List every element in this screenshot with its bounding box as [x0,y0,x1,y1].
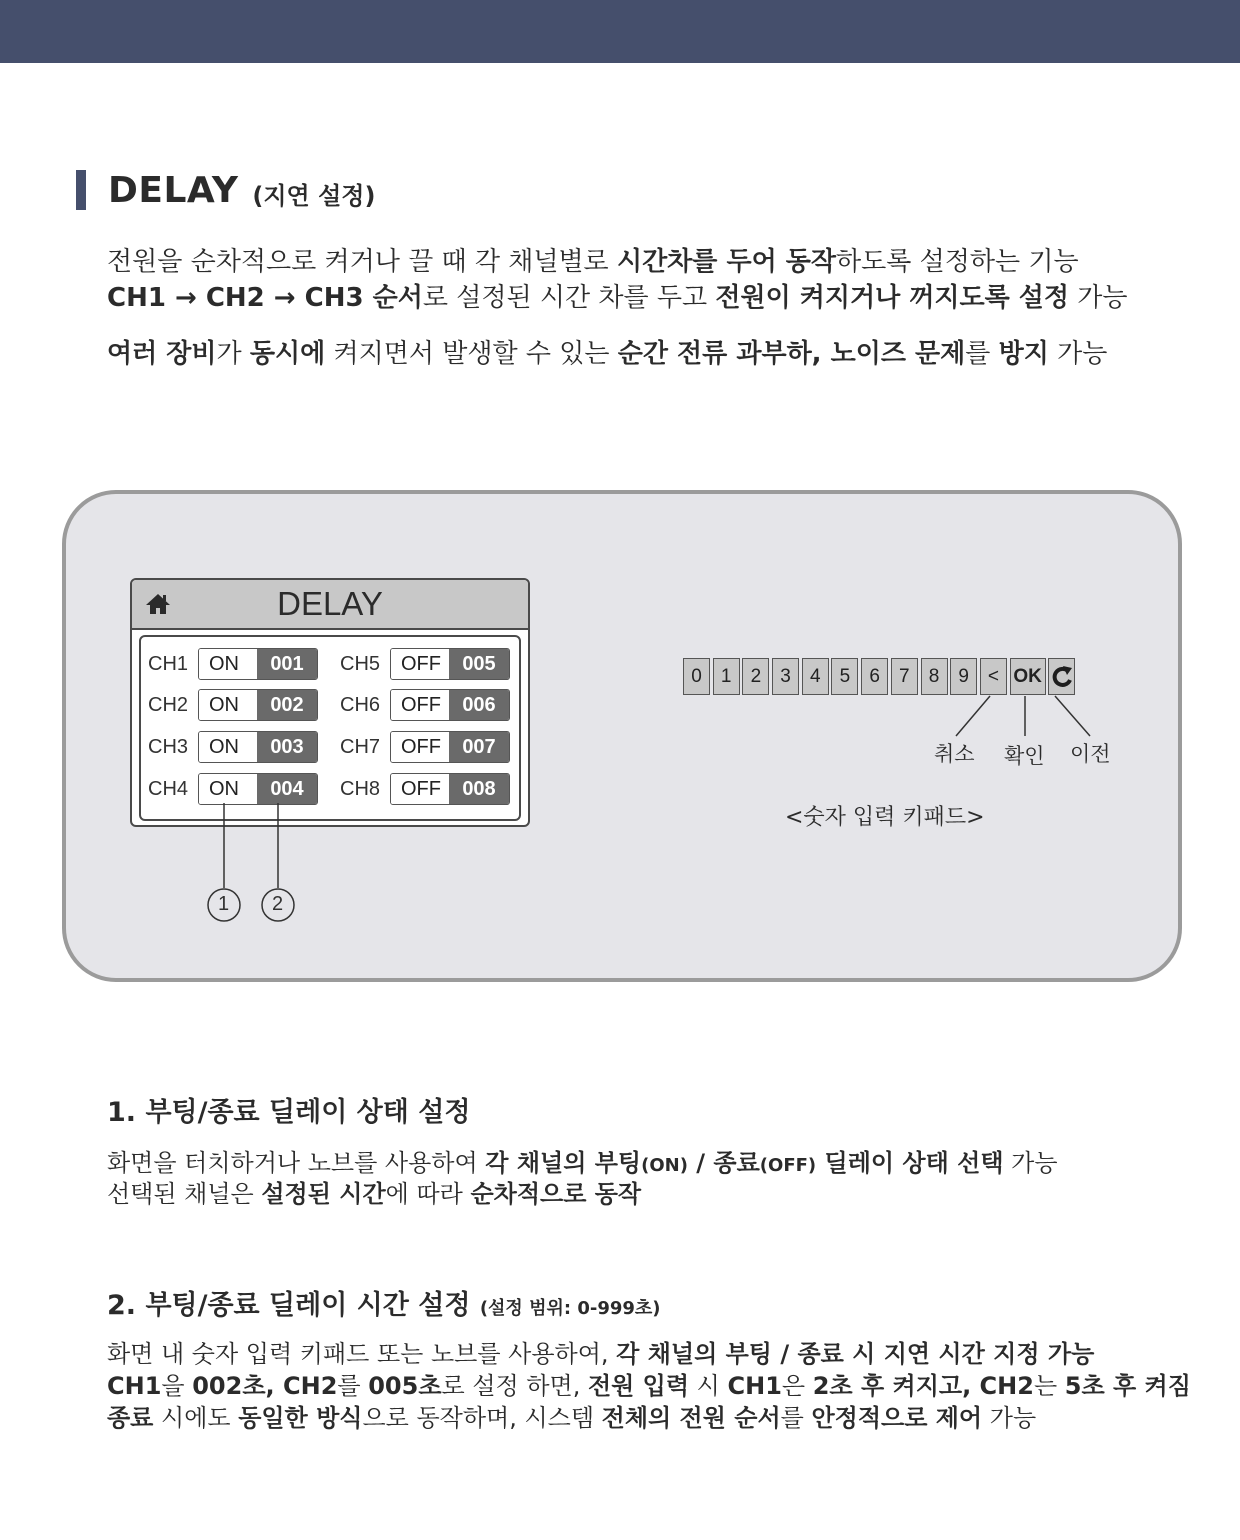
callout-number-2: 2 [272,893,284,915]
channel-delay-time[interactable]: 005 [449,649,509,679]
channel-label: CH7 [340,735,381,758]
key-undo[interactable] [1048,658,1075,695]
key-cancel[interactable]: < [980,658,1007,695]
channel-delay-time[interactable]: 001 [257,649,317,679]
key-5[interactable]: 5 [831,658,858,695]
item1-heading: 1. 부팅/종료 딜레이 상태 설정 [107,1097,471,1128]
key-0[interactable]: 0 [683,658,710,695]
key-7[interactable]: 7 [891,658,918,695]
intro-line-3: 여러 장비가 동시에 켜지면서 발생할 수 있는 순간 전류 과부하, 노이즈 문제를 방지 가능 [107,339,1108,369]
key-1[interactable]: 1 [713,658,740,695]
section-title: DELAY [108,169,239,211]
channel-label: CH8 [340,777,381,800]
channel-label: CH1 [148,652,189,675]
key-6[interactable]: 6 [861,658,888,695]
callout-number-1: 1 [218,893,230,915]
numeric-keypad [683,658,1078,695]
channel-delay-time[interactable]: 008 [449,774,509,804]
channel-state-toggle[interactable]: ON [199,649,257,679]
keypad-caption: <숫자 입력 키패드> [785,805,985,830]
key-8[interactable]: 8 [921,658,948,695]
key-3[interactable]: 3 [772,658,799,695]
channel-label: CH3 [148,735,189,758]
channel-label: CH4 [148,777,189,800]
intro-line-2: CH1 → CH2 → CH3 순서로 설정된 시간 차를 두고 전원이 켜지거나 꺼지도록 설정 가능 [107,283,1128,313]
item2-line-2: CH1을 002초, CH2를 005초로 설정 하면, 전원 입력 시 CH1은 2초 후 켜지고, CH2는 5초 후 켜짐 [107,1372,1191,1400]
channel-delay-time[interactable]: 003 [257,732,317,762]
confirm-label: 확인 [1004,744,1045,768]
key-4[interactable]: 4 [802,658,829,695]
section-subtitle: (지연 설정) [252,181,376,210]
key-ok[interactable]: OK [1010,658,1046,695]
intro-line-1: 전원을 순차적으로 켜거나 끌 때 각 채널별로 시간차를 두어 동작하도록 설정하는 기능 [107,247,1079,277]
delay-screen-title: DELAY [277,585,383,622]
channel-label: CH2 [148,693,189,716]
previous-label: 이전 [1070,742,1111,766]
channel-state-toggle[interactable]: OFF [391,774,449,804]
channel-delay-time[interactable]: 004 [257,774,317,804]
channel-state-toggle[interactable]: ON [199,774,257,804]
item2-line-1: 화면 내 숫자 입력 키패드 또는 노브를 사용하여, 각 채널의 부팅 / 종료 시 지연 시간 지정 가능 [107,1340,1095,1368]
channel-label: CH6 [340,693,381,716]
channel-state-toggle[interactable]: OFF [391,649,449,679]
channel-delay-time[interactable]: 002 [257,690,317,720]
channel-label: CH5 [340,652,381,675]
channel-state-toggle[interactable]: ON [199,690,257,720]
item1-line-2: 선택된 채널은 설정된 시간에 따라 순차적으로 동작 [107,1180,642,1208]
cancel-label: 취소 [934,742,975,766]
channel-state-toggle[interactable]: ON [199,732,257,762]
item2-line-3: 종료 시에도 동일한 방식으로 동작하며, 시스템 전체의 전원 순서를 안정적으로 제어 가능 [107,1404,1037,1432]
item2-range: (설정 범위: 0-999초) [479,1298,661,1319]
channel-state-toggle[interactable]: OFF [391,732,449,762]
item2-heading: 2. 부팅/종료 딜레이 시간 설정 (설정 범위: 0-999초) [107,1290,661,1321]
channel-delay-time[interactable]: 006 [449,690,509,720]
channel-state-toggle[interactable]: OFF [391,690,449,720]
key-9[interactable]: 9 [950,658,977,695]
undo-icon [1051,665,1073,689]
item1-line-1: 화면을 터치하거나 노브를 사용하여 각 채널의 부팅(ON) / 종료(OFF) 딜레이 상태 선택 가능 [107,1149,1058,1177]
key-2[interactable]: 2 [742,658,769,695]
channel-delay-time[interactable]: 007 [449,732,509,762]
